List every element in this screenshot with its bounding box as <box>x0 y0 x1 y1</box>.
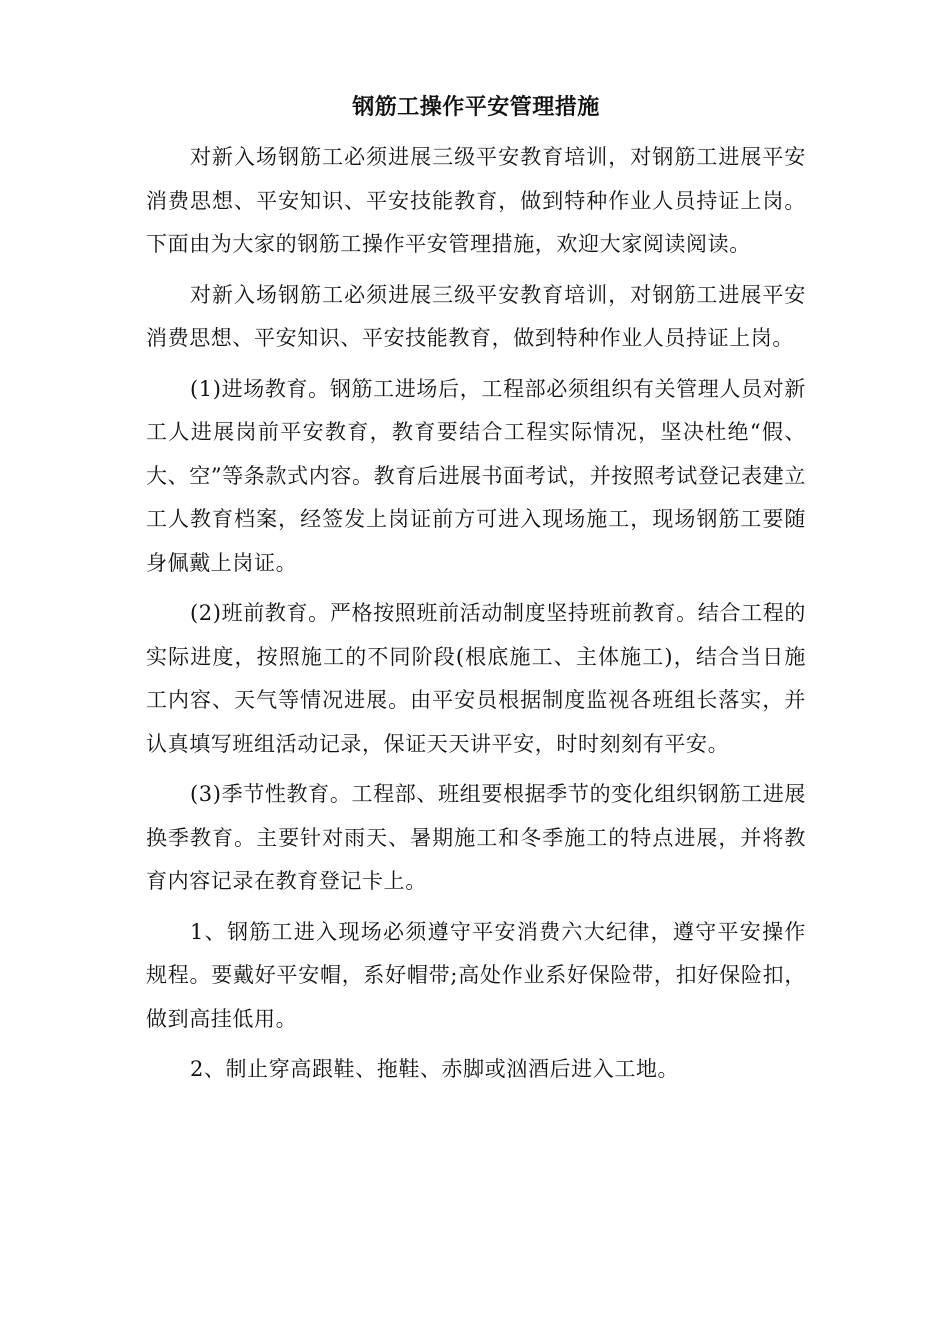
paragraph-seasonal-education: (3)季节性教育。工程部、班组要根据季节的变化组织钢筋工进展换季教育。主要针对雨天、暑期施工和冬季施工的特点进展，并将教育内容记录在教育登记卡上。 <box>146 782 806 893</box>
paragraph-rule-2: 2、制止穿高跟鞋、拖鞋、赤脚或汹酒后进入工地。 <box>190 1057 680 1081</box>
paragraph-pre-shift-education: (2)班前教育。严格按照班前活动制度坚持班前教育。结合工程的实际进度，按照施工的不同阶段(根底施工、主体施工)，结合当日施工内容、天气等情况进展。由平安员根据制度监视各班组长落实，并认真填写班组活动记录，保证天天讲平安，时时刻刻有平安。 <box>146 601 806 756</box>
document-title: 钢筋工操作平安管理措施 <box>352 95 600 120</box>
paragraph-entry-education: (1)进场教育。钢筋工进场后，工程部必须组织有关管理人员对新工人进展岗前平安教育，教育要结合工程实际情况，坚决杜绝“假、大、空”等条款式内容。教育后进展书面考试，并按照考试登记表建立工人教育档案，经签发上岗证前方可进入现场施工，现场钢筋工要随身佩戴上岗证。 <box>146 376 806 575</box>
paragraph-training: 对新入场钢筋工必须进展三级平安教育培训，对钢筋工进展平安消费思想、平安知识、平安技能教育，做到特种作业人员持证上岗。 <box>146 282 806 350</box>
paragraph-rule-1: 1、钢筋工进入现场必须遵守平安消费六大纪律，遵守平安操作规程。要戴好平安帽，系好帽带;高处作业系好保险带，扣好保险扣，做到高挂低用。 <box>146 919 806 1031</box>
paragraph-intro: 对新入场钢筋工必须进展三级平安教育培训，对钢筋工进展平安消费思想、平安知识、平安技能教育，做到特种作业人员持证上岗。下面由为大家的钢筋工操作平安管理措施，欢迎大家阅读阅读。 <box>146 145 806 256</box>
document-page <box>146 92 806 1099</box>
